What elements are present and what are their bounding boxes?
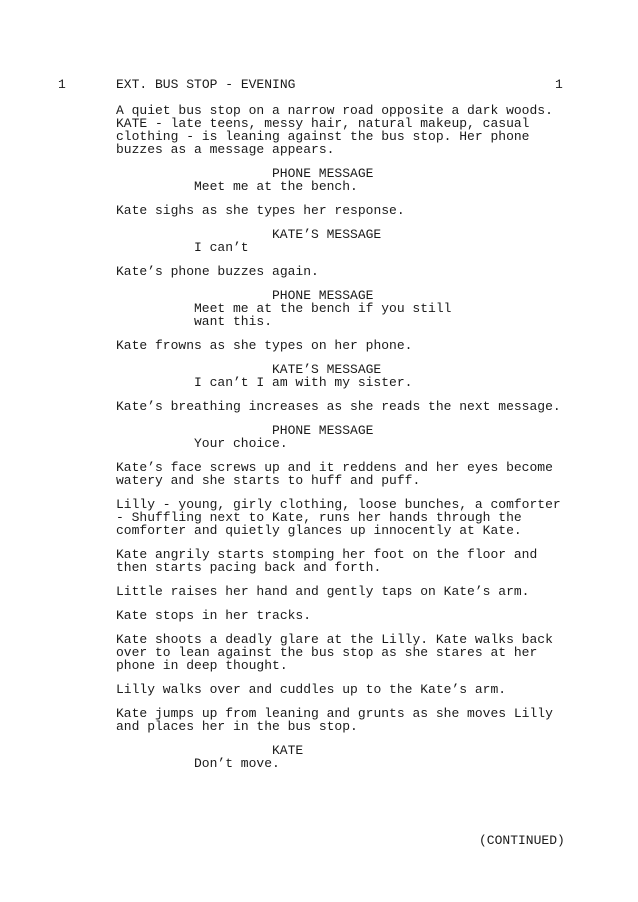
action-line: Kate’s breathing increases as she reads the next message.	[116, 399, 561, 414]
character-cue: KATE	[272, 743, 304, 758]
character-cue: KATE’S MESSAGE	[272, 362, 382, 377]
continued-footer: (CONTINUED)	[479, 833, 565, 848]
action-line: Lilly walks over and cuddles up to the Kate’s arm.	[116, 682, 507, 697]
script-body	[116, 77, 566, 781]
action-line: Kate stops in her tracks.	[116, 608, 312, 623]
scene-number-left: 1	[58, 77, 66, 92]
dialogue-line: Don’t move.	[194, 756, 280, 771]
action-line: Kate’s face screws up and it reddens and her eyes become watery and she starts to huff and puff.	[116, 460, 553, 488]
character-cue: PHONE MESSAGE	[272, 288, 374, 303]
dialogue-line: Meet me at the bench if you still want this.	[194, 301, 452, 329]
action-line: Lilly - young, girly clothing, loose bunches, a comforter - Shuffling next to Kate, runs her hands through the comforter and quietly glances up innocently at Kate.	[116, 497, 561, 538]
action-line: Kate sighs as she types her response.	[116, 203, 405, 218]
action-line: Kate frowns as she types on her phone.	[116, 338, 413, 353]
character-cue: KATE’S MESSAGE	[272, 227, 382, 242]
dialogue-line: I can’t I am with my sister.	[194, 375, 413, 390]
scene-number-right: 1	[555, 77, 563, 92]
action-line: Kate’s phone buzzes again.	[116, 264, 319, 279]
dialogue-line: Your choice.	[194, 436, 288, 451]
scene-heading: EXT. BUS STOP - EVENING	[116, 77, 296, 92]
character-cue: PHONE MESSAGE	[272, 423, 374, 438]
dialogue-line: I can’t	[194, 240, 249, 255]
dialogue-line: Meet me at the bench.	[194, 179, 358, 194]
action-line: A quiet bus stop on a narrow road opposite a dark woods. KATE - late teens, messy hair, natural makeup, casual clothing - is leaning against the bus stop. Her phone buzzes as a message appears.	[116, 103, 553, 157]
action-line: Kate jumps up from leaning and grunts as she moves Lilly and places her in the bus stop.	[116, 706, 553, 734]
action-line: Kate angrily starts stomping her foot on the floor and then starts pacing back and forth.	[116, 547, 538, 575]
character-cue: PHONE MESSAGE	[272, 166, 374, 181]
action-line: Kate shoots a deadly glare at the Lilly. Kate walks back over to lean against the bus stop as she stares at her phone in deep thought.	[116, 632, 553, 673]
action-line: Little raises her hand and gently taps on Kate’s arm.	[116, 584, 530, 599]
